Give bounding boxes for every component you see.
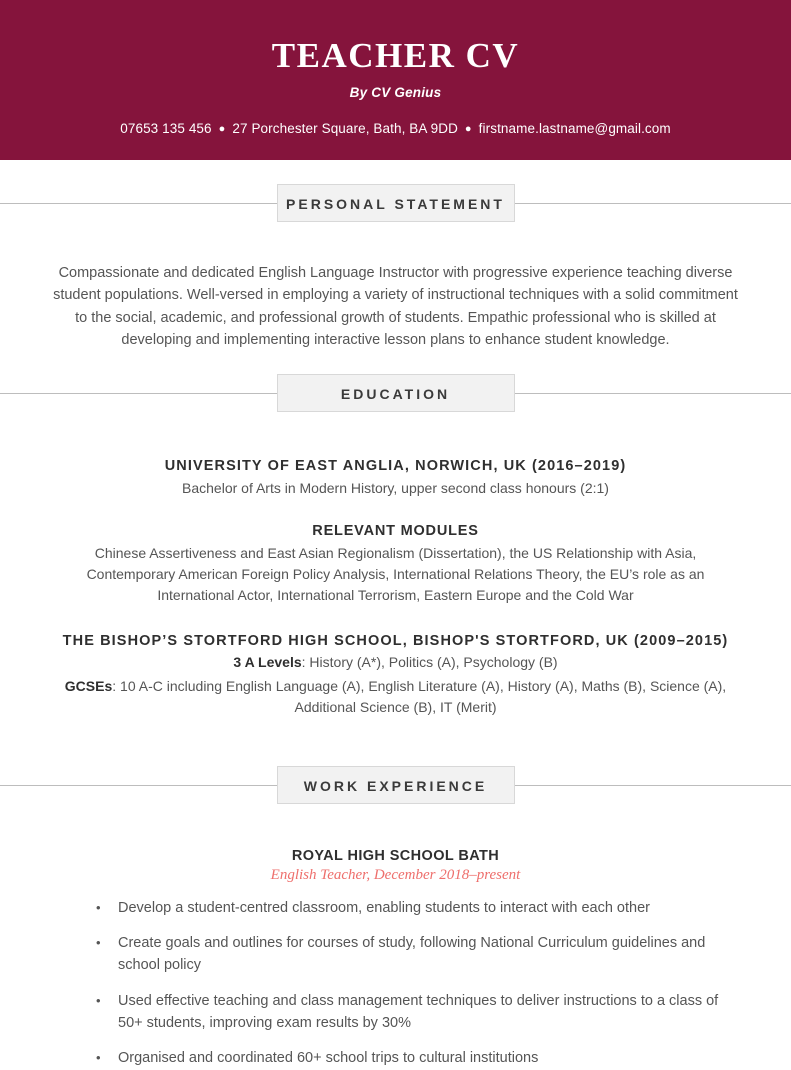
education-organisation: UNIVERSITY OF EAST ANGLIA, NORWICH, UK (2016–2019)	[164, 457, 627, 474]
personal-statement-body: Compassionate and dedicated English Language Instructor with progressive experience teaching diverse student populations. Well-versed in employing a variety of instructional techniques with a solid commitment to the social, academic, and professional growth of students. Empathic professional who is skilled at developing and implementing interactive lesson plans to enhance student knowledge.	[53, 265, 738, 349]
bullet-icon: •	[96, 1050, 101, 1066]
bullet-icon: •	[96, 899, 101, 915]
work-experience-entry	[0, 848, 791, 1070]
contact-separator-icon: ●	[218, 122, 226, 135]
header-subtitle: By CV Genius	[349, 84, 442, 100]
page-title: TEACHER CV	[271, 36, 520, 75]
list-item-text: Create goals and outlines for courses of study, following National Curriculum guidelines and school policy	[118, 935, 706, 974]
contact-address: 27 Porchester Square, Bath, BA 9DD	[232, 120, 458, 136]
job-responsibility-list	[0, 898, 791, 1070]
contact-separator-icon: ●	[464, 122, 472, 135]
relevant-modules-block	[0, 523, 791, 607]
bullet-icon: •	[96, 992, 101, 1008]
list-item-text: Used effective teaching and class management techniques to deliver instructions to a class of 50+ students, improving exam results by 30%	[118, 992, 719, 1031]
education-organisation: THE BISHOP’S STORTFORD HIGH SCHOOL, BISHOP'S STORTFORD, UK (2009–2015)	[62, 632, 729, 649]
education-entry	[0, 458, 791, 499]
a-levels-value: : History (A*), Politics (A), Psychology (B)	[301, 653, 558, 670]
a-levels-label: 3 A Levels	[233, 653, 302, 670]
contact-email: firstname.lastname@gmail.com	[478, 120, 671, 136]
section-title-work-experience: WORK EXPERIENCE	[277, 766, 515, 804]
relevant-modules-body: Chinese Assertiveness and East Asian Regionalism (Dissertation), the US Relationship with Asia, Contemporary American Foreign Policy Analysis, International Relations Theory, the EU’s role as an International Actor, International Terrorism, Eastern Europe and the Cold War	[86, 544, 705, 604]
job-title-and-dates: English Teacher, December 2018–present	[270, 866, 521, 883]
contact-line	[0, 121, 791, 136]
list-item	[0, 1048, 791, 1070]
relevant-modules-title: RELEVANT MODULES	[312, 522, 479, 539]
cv-header-banner	[0, 0, 791, 160]
education-entry	[0, 633, 791, 718]
list-item-text: Develop a student-centred classroom, enabling students to interact with each other	[118, 899, 650, 916]
list-item-text: Organised and coordinated 60+ school trips to cultural institutions	[118, 1050, 539, 1067]
section-header-education	[0, 374, 791, 412]
list-item	[0, 991, 791, 1035]
section-title-education: EDUCATION	[277, 374, 515, 412]
job-organisation: ROYAL HIGH SCHOOL BATH	[291, 847, 500, 864]
bullet-icon: •	[96, 935, 101, 951]
list-item	[0, 933, 791, 977]
education-gcses	[46, 676, 746, 718]
list-item	[0, 898, 791, 920]
gcse-value: : 10 A-C including English Language (A), English Literature (A), History (A), Maths (B), Science (A), Additional Science (B), IT (Merit)	[112, 677, 727, 715]
education-degree: Bachelor of Arts in Modern History, upper second class honours (2:1)	[182, 479, 609, 496]
section-header-work-experience	[0, 766, 791, 804]
education-a-levels	[46, 652, 746, 673]
section-title-personal-statement: PERSONAL STATEMENT	[277, 184, 515, 222]
section-header-personal-statement	[0, 184, 791, 222]
contact-phone: 07653 135 456	[120, 120, 212, 136]
gcse-label: GCSEs	[64, 677, 113, 694]
